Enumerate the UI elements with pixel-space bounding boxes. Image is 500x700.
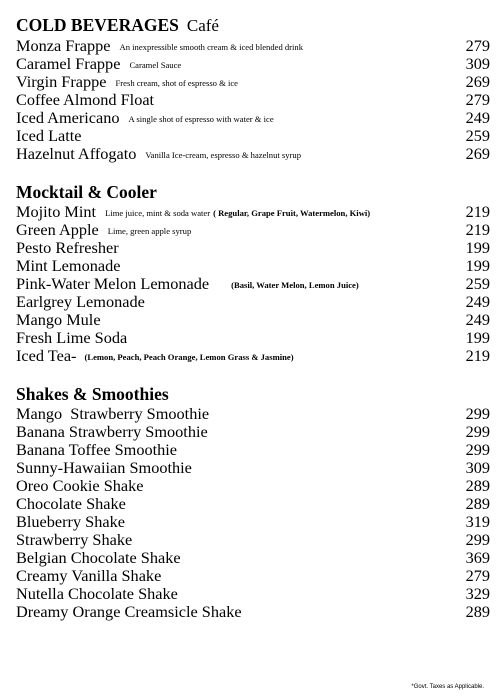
menu-item — [16, 293, 490, 311]
menu-page — [16, 14, 490, 621]
menu-item — [16, 221, 490, 239]
item-price: 309 — [465, 458, 490, 477]
menu-item — [16, 127, 490, 145]
item-name: Sunny-Hawaiian Smoothie — [16, 458, 192, 477]
item-price: 309 — [465, 54, 490, 73]
menu-item — [16, 531, 490, 549]
item-price: 279 — [465, 90, 490, 109]
item-name: Mango Mule — [16, 310, 101, 329]
item-price: 199 — [465, 328, 490, 347]
item-name: Hazelnut Affogato — [16, 144, 137, 163]
item-variants: (Basil, Water Melon, Lemon Juice) — [231, 280, 359, 290]
item-name: Pink-Water Melon Lemonade — [16, 274, 210, 293]
item-name: Caramel Frappe — [16, 54, 121, 73]
item-description: Lime, green apple syrup — [107, 226, 192, 236]
item-price: 259 — [465, 126, 490, 145]
menu-item — [16, 311, 490, 329]
item-name: Nutella Chocolate Shake — [16, 584, 178, 603]
tax-footnote: *Govt. Taxes as Applicable. — [411, 684, 484, 690]
menu-item — [16, 109, 490, 127]
menu-item — [16, 329, 490, 347]
menu-item — [16, 347, 490, 365]
item-name: Oreo Cookie Shake — [16, 476, 144, 495]
item-name: Iced Latte — [16, 126, 82, 145]
menu-item — [16, 91, 490, 109]
item-price: 269 — [465, 72, 490, 91]
section-spacer — [16, 365, 490, 383]
item-price: 369 — [465, 548, 490, 567]
shakes-section — [16, 383, 490, 621]
item-price: 289 — [465, 602, 490, 621]
item-price: 319 — [465, 512, 490, 531]
item-name: Creamy Vanilla Shake — [16, 566, 162, 585]
section-title: Mocktail & Cooler — [16, 182, 157, 202]
section-title: COLD BEVERAGES — [16, 15, 179, 35]
item-variants: (Lemon, Peach, Peach Orange, Lemon Grass & Jasmine) — [84, 352, 294, 362]
item-description: An inexpressible smooth cream & iced blended drink — [119, 42, 304, 52]
menu-item — [16, 549, 490, 567]
item-name: Mint Lemonade — [16, 256, 121, 275]
item-name: Fresh Lime Soda — [16, 328, 128, 347]
section-spacer — [16, 163, 490, 181]
menu-item — [16, 603, 490, 621]
item-description: Fresh cream, shot of espresso & ice — [115, 78, 238, 88]
menu-item — [16, 239, 490, 257]
item-price: 199 — [465, 256, 490, 275]
menu-item — [16, 257, 490, 275]
menu-item — [16, 423, 490, 441]
item-price: 289 — [465, 476, 490, 495]
item-price: 249 — [465, 292, 490, 311]
menu-item — [16, 441, 490, 459]
item-name: Iced Americano — [16, 108, 120, 127]
item-price: 249 — [465, 310, 490, 329]
item-price: 219 — [465, 346, 490, 365]
item-price: 299 — [465, 404, 490, 423]
item-name: Mango Strawberry Smoothie — [16, 404, 210, 423]
item-name: Banana Strawberry Smoothie — [16, 422, 208, 441]
item-name: Mojito Mint — [16, 202, 97, 221]
item-price: 279 — [465, 36, 490, 55]
item-variants: ( Regular, Grape Fruit, Watermelon, Kiwi) — [213, 208, 371, 218]
item-description: Vanilla Ice-cream, espresso & hazelnut syrup — [145, 150, 302, 160]
item-description: Lime juice, mint & soda water — [105, 208, 211, 218]
menu-item — [16, 203, 490, 221]
item-name: Dreamy Orange Creamsicle Shake — [16, 602, 242, 621]
item-price: 329 — [465, 584, 490, 603]
menu-item — [16, 513, 490, 531]
item-price: 199 — [465, 238, 490, 257]
item-name: Blueberry Shake — [16, 512, 125, 531]
menu-item — [16, 37, 490, 55]
item-price: 289 — [465, 494, 490, 513]
item-price: 299 — [465, 530, 490, 549]
section-heading — [16, 14, 490, 37]
item-name: Coffee Almond Float — [16, 90, 155, 109]
item-description: Caramel Sauce — [129, 60, 182, 70]
item-name: Monza Frappe — [16, 36, 111, 55]
item-price: 219 — [465, 220, 490, 239]
cold-beverages-section — [16, 14, 490, 163]
section-title: Shakes & Smoothies — [16, 384, 169, 404]
menu-item — [16, 275, 490, 293]
menu-item — [16, 477, 490, 495]
menu-item — [16, 567, 490, 585]
item-name: Strawberry Shake — [16, 530, 133, 549]
item-name: Green Apple — [16, 220, 99, 239]
item-name: Banana Toffee Smoothie — [16, 440, 178, 459]
menu-item — [16, 585, 490, 603]
section-subtitle: Café — [186, 16, 219, 35]
item-name: Virgin Frappe — [16, 72, 107, 91]
item-description: A single shot of espresso with water & ice — [128, 114, 274, 124]
item-name: Earlgrey Lemonade — [16, 292, 145, 311]
item-name: Belgian Chocolate Shake — [16, 548, 181, 567]
item-price: 279 — [465, 566, 490, 585]
item-price: 249 — [465, 108, 490, 127]
item-name: Pesto Refresher — [16, 238, 119, 257]
item-price: 259 — [465, 274, 490, 293]
item-price: 299 — [465, 440, 490, 459]
menu-item — [16, 495, 490, 513]
mocktail-section — [16, 181, 490, 365]
item-price: 299 — [465, 422, 490, 441]
item-name: Iced Tea- — [16, 346, 77, 365]
menu-item — [16, 55, 490, 73]
item-price: 219 — [465, 202, 490, 221]
item-price: 269 — [465, 144, 490, 163]
menu-item — [16, 405, 490, 423]
menu-item — [16, 145, 490, 163]
menu-item — [16, 73, 490, 91]
item-name: Chocolate Shake — [16, 494, 126, 513]
menu-item — [16, 459, 490, 477]
